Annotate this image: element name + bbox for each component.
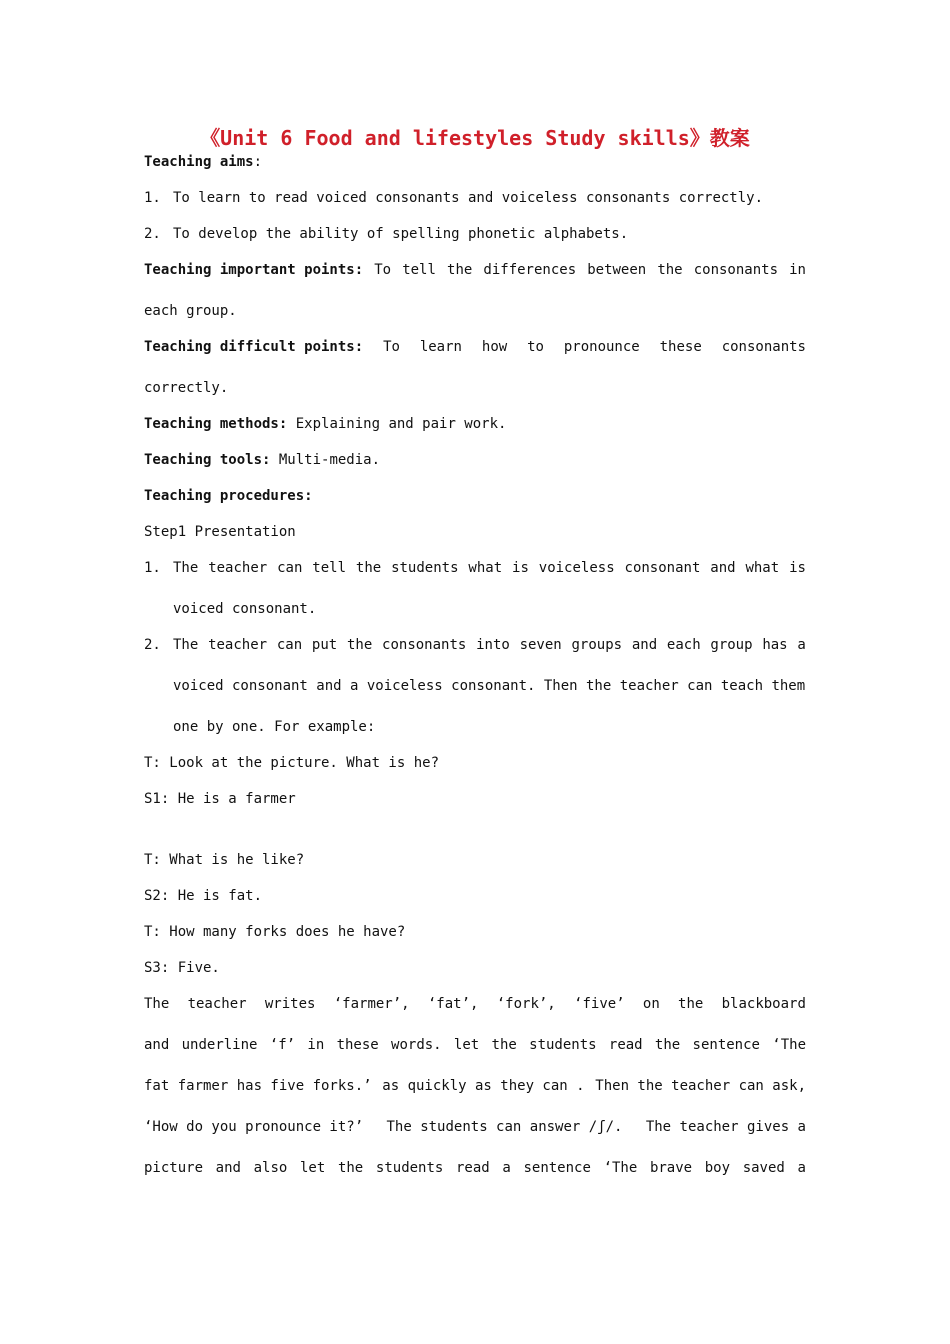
- dialogue-line: S1: He is a farmer: [144, 791, 296, 807]
- procedure-item-cont: voiced consonant.: [173, 601, 317, 617]
- paragraph-line: picture and also let the students read a sentence ‘The brave boy saved a: [144, 1160, 806, 1176]
- teaching-procedures-heading: Teaching procedures:: [144, 488, 313, 504]
- dialogue-line: T: How many forks does he have?: [144, 924, 406, 940]
- important-points-line: Teaching important points: To tell the differences between the consonants in: [144, 262, 806, 278]
- aim-item: 1. To learn to read voiced consonants and voiceless consonants correctly.: [144, 190, 764, 206]
- procedure-item-cont: voiced consonant and a voiceless consonant. Then the teacher can teach them: [173, 678, 806, 694]
- difficult-points-line: Teaching difficult points: To learn how to pronounce these consonants: [144, 339, 806, 355]
- teaching-methods: Teaching methods: Explaining and pair work.: [144, 416, 507, 432]
- procedure-item: 1. The teacher can tell the students what is voiceless consonant and what is: [144, 560, 806, 576]
- dialogue-line: S2: He is fat.: [144, 888, 263, 904]
- aim-item: 2. To develop the ability of spelling phonetic alphabets.: [144, 226, 629, 242]
- procedure-item: 2. The teacher can put the consonants into seven groups and each group has a: [144, 637, 806, 653]
- paragraph-line: The teacher writes ‘farmer’, ‘fat’, ‘fork’, ‘five’ on the blackboard: [144, 996, 806, 1012]
- step1-heading: Step1 Presentation: [144, 524, 296, 540]
- document-body: [144, 150, 806, 1192]
- teaching-tools: Teaching tools: Multi-media.: [144, 452, 381, 468]
- important-points-cont: each group.: [144, 303, 237, 319]
- document-title: 《Unit 6 Food and lifestyles Study skills》教案: [200, 126, 750, 150]
- paragraph-line: ‘How do you pronounce it?’ The students can answer /ʃ/. The teacher gives a: [144, 1119, 806, 1135]
- dialogue-line: T: Look at the picture. What is he?: [144, 755, 440, 771]
- teaching-aims-heading: Teaching aims:: [144, 154, 263, 170]
- difficult-points-cont: correctly.: [144, 380, 229, 396]
- dialogue-line: S3: Five.: [144, 960, 220, 976]
- procedure-item-cont: one by one. For example:: [173, 719, 376, 735]
- paragraph-line: and underline ‘f’ in these words. let the students read the sentence ‘The: [144, 1037, 806, 1053]
- dialogue-line: T: What is he like?: [144, 852, 305, 868]
- paragraph-line: fat farmer has five forks.’ as quickly as they can . Then the teacher can ask,: [144, 1078, 806, 1094]
